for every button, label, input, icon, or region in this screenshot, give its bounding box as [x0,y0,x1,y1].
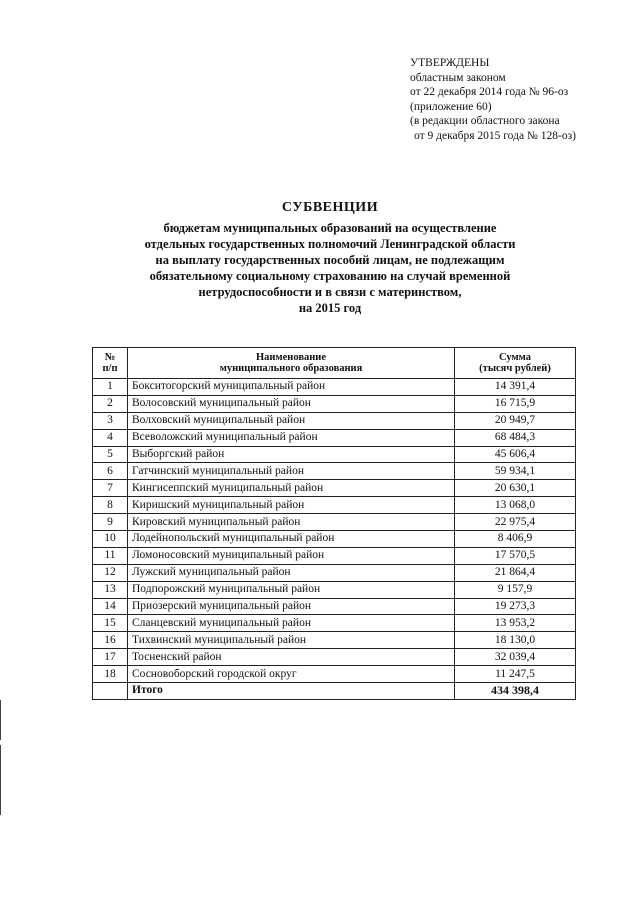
row-sum: 59 934,1 [455,463,576,480]
header-sum-line: (тысяч рублей) [479,363,551,374]
row-name: Кировский муниципальный район [128,514,455,531]
row-sum: 11 247,5 [455,666,576,683]
table-row [93,666,576,683]
approval-stamp [410,56,635,143]
row-sum: 20 630,1 [455,480,576,497]
row-num: 3 [93,412,128,429]
title-line: нетрудоспособности и в связи с материнством, [198,285,462,299]
total-sum: 434 398,4 [455,683,576,700]
row-name: Выборгский район [128,446,455,463]
row-sum: 19 273,3 [455,598,576,615]
header-num-line: п/п [102,363,118,374]
title-line: на выплату государственных пособий лицам, не подлежащим [155,253,505,267]
row-sum: 13 953,2 [455,615,576,632]
row-name: Подпорожский муниципальный район [128,581,455,598]
row-num: 16 [93,632,128,649]
approval-line: от 9 декабря 2015 года № 128-оз) [414,129,576,142]
row-name: Лодейнопольский муниципальный район [128,531,455,548]
row-num: 17 [93,649,128,666]
row-sum: 16 715,9 [455,395,576,412]
row-sum: 21 864,4 [455,564,576,581]
row-num: 2 [93,395,128,412]
row-name: Волховский муниципальный район [128,412,455,429]
row-name: Гатчинский муниципальный район [128,463,455,480]
row-name: Всеволожский муниципальный район [128,429,455,446]
row-name: Киришский муниципальный район [128,497,455,514]
row-sum: 68 484,3 [455,429,576,446]
table-row [93,429,576,446]
table-row [93,446,576,463]
row-num: 7 [93,480,128,497]
table-row [93,547,576,564]
table-row [93,395,576,412]
row-num: 10 [93,531,128,548]
title-line: обязательному социальному страхованию на случай временной [149,269,511,283]
title-line: на 2015 год [298,301,362,315]
row-sum: 45 606,4 [455,446,576,463]
table-row [93,632,576,649]
row-num: 15 [93,615,128,632]
table-row [93,480,576,497]
approval-line: (в редакции областного закона [410,115,560,127]
document-title [60,200,600,316]
row-name: Кингисеппский муниципальный район [128,480,455,497]
row-sum: 32 039,4 [455,649,576,666]
header-name [128,348,455,379]
table-row [93,463,576,480]
row-num: 4 [93,429,128,446]
row-num: 12 [93,564,128,581]
header-name-line: муниципального образования [219,363,363,374]
row-name: Лужский муниципальный район [128,564,455,581]
title-line: отдельных государственных полномочий Ленинградской области [144,237,516,251]
row-num: 1 [93,379,128,396]
row-num: 14 [93,598,128,615]
row-num: 6 [93,463,128,480]
row-sum: 18 130,0 [455,632,576,649]
table-row [93,531,576,548]
row-sum: 8 406,9 [455,531,576,548]
row-name: Сосновоборский городской округ [128,666,455,683]
row-name: Бокситогорский муниципальный район [128,379,455,396]
scan-edge-mark [0,745,1,815]
row-num: 18 [93,666,128,683]
header-num-line: № [104,352,116,363]
table-header-row [93,348,576,379]
table-row [93,615,576,632]
table-row [93,598,576,615]
total-label: Итого [128,683,455,700]
table-row [93,497,576,514]
row-num: 9 [93,514,128,531]
row-name: Волосовский муниципальный район [128,395,455,412]
table-row [93,379,576,396]
row-sum: 14 391,4 [455,379,576,396]
header-sum [455,348,576,379]
row-sum: 20 949,7 [455,412,576,429]
approval-line: (приложение 60) [410,100,492,113]
scan-edge-mark [0,700,1,740]
title-line: бюджетам муниципальных образований на осуществление [163,221,497,235]
approval-line: от 22 декабря 2014 года № 96-оз [410,86,569,98]
row-num: 13 [93,581,128,598]
title-main: СУБВЕНЦИИ [281,200,379,215]
row-name: Приозерский муниципальный район [128,598,455,615]
table-row [93,514,576,531]
table-row [93,581,576,598]
total-num-cell [93,683,128,700]
table-row [93,649,576,666]
row-sum: 17 570,5 [455,547,576,564]
approval-line: УТВЕРЖДЕНЫ [410,57,490,69]
row-name: Тосненский район [128,649,455,666]
subsidies-table [92,347,576,700]
row-num: 8 [93,497,128,514]
row-name: Ломоносовский муниципальный район [128,547,455,564]
row-name: Тихвинский муниципальный район [128,632,455,649]
total-row [93,683,576,700]
header-num [93,348,128,379]
header-sum-line: Сумма [499,352,531,363]
row-num: 11 [93,547,128,564]
table-row [93,412,576,429]
row-sum: 9 157,9 [455,581,576,598]
row-sum: 22 975,4 [455,514,576,531]
header-name-line: Наименование [256,352,326,363]
row-name: Сланцевский муниципальный район [128,615,455,632]
row-num: 5 [93,446,128,463]
table-row [93,564,576,581]
row-sum: 13 068,0 [455,497,576,514]
approval-line: областным законом [410,71,506,84]
